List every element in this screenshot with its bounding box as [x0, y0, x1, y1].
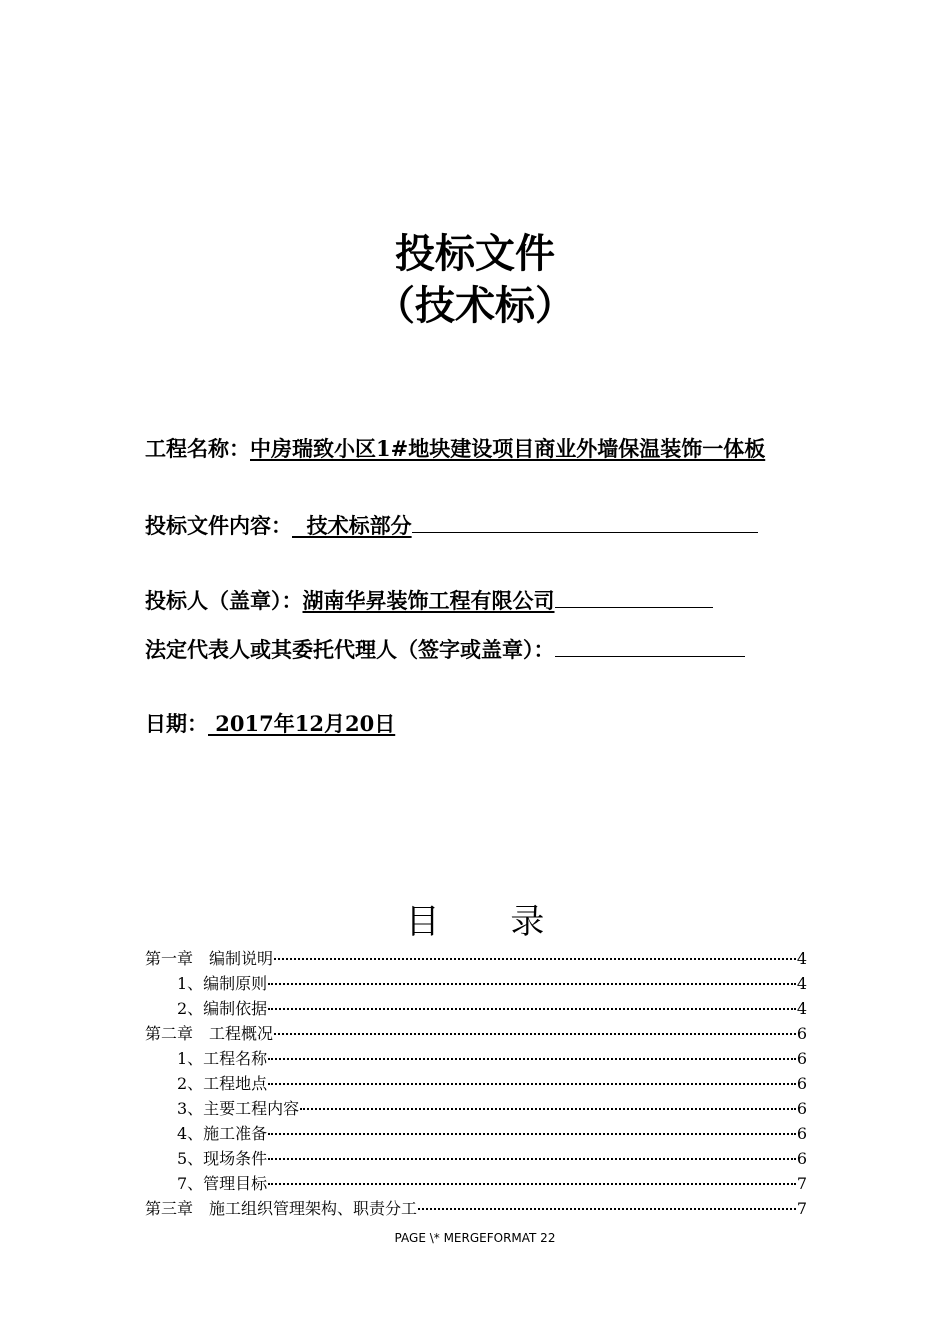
toc-chapter-entry[interactable]: [145, 946, 807, 971]
toc-section-entry[interactable]: [145, 1146, 807, 1171]
toc-entry-text: 2、工程地点: [177, 1074, 268, 1093]
toc-entry-text: 7、管理目标: [177, 1174, 268, 1193]
toc-dot-leader: [274, 958, 796, 960]
toc-dot-leader: [268, 1083, 796, 1085]
toc-page-number: 4: [796, 974, 807, 993]
toc-page-number: 7: [796, 1174, 807, 1193]
toc-entry-text: 第一章 编制说明: [145, 949, 274, 968]
document-title: 投标文件: [395, 230, 555, 277]
toc-dot-leader: [268, 1008, 796, 1010]
representative-field: [145, 634, 745, 665]
toc-section-entry[interactable]: [145, 1171, 807, 1196]
toc-page-number: 6: [796, 1124, 807, 1143]
bid-content-value: 技术标部分: [292, 513, 412, 538]
bid-content-field: [145, 510, 758, 541]
toc-entry-text: 4、施工准备: [177, 1124, 268, 1143]
toc-entry-text: 1、编制原则: [177, 974, 268, 993]
toc-section-entry[interactable]: [145, 971, 807, 996]
toc-page-number: 6: [796, 1074, 807, 1093]
toc-chapter-entry[interactable]: [145, 1196, 807, 1221]
toc-entry-text: 3、主要工程内容: [177, 1099, 300, 1118]
toc-entry-text: 5、现场条件: [177, 1149, 268, 1168]
project-name-value: 中房瑞致小区1#地块建设项目商业外墙保温装饰一体板: [250, 436, 766, 461]
toc-section-entry[interactable]: [145, 996, 807, 1021]
toc-page-number: 6: [796, 1049, 807, 1068]
bid-content-blank-line: [412, 510, 758, 533]
toc-dot-leader: [268, 1158, 796, 1160]
toc-entry-text: 第二章 工程概况: [145, 1024, 274, 1043]
date-value: 2017年12月20日: [208, 711, 396, 736]
table-of-contents: [145, 946, 807, 1221]
toc-entry-text: 1、工程名称: [177, 1049, 268, 1068]
toc-section-entry[interactable]: [145, 1046, 807, 1071]
toc-page-number: 7: [796, 1199, 807, 1218]
bidder-value: 湖南华昇装饰工程有限公司: [302, 588, 555, 613]
toc-dot-leader: [268, 1133, 796, 1135]
bid-content-label: 投标文件内容：: [145, 513, 292, 538]
toc-dot-leader: [268, 1058, 796, 1060]
toc-section-entry[interactable]: [145, 1096, 807, 1121]
date-label: 日期：: [145, 711, 208, 736]
bidder-field: [145, 585, 713, 616]
project-name-field: [145, 434, 765, 464]
toc-section-entry[interactable]: [145, 1071, 807, 1096]
toc-page-number: 6: [796, 1099, 807, 1118]
date-field: [145, 709, 395, 739]
toc-title: 目 录: [405, 902, 575, 942]
project-name-label: 工程名称：: [145, 436, 250, 461]
toc-entry-text: 第三章 施工组织管理架构、职责分工: [145, 1199, 418, 1218]
signature-blank-line: [555, 634, 745, 657]
toc-chapter-entry[interactable]: [145, 1021, 807, 1046]
document-subtitle: （技术标）: [375, 282, 575, 329]
bidder-blank-line: [555, 585, 713, 608]
toc-dot-leader: [274, 1033, 796, 1035]
toc-page-number: 6: [796, 1024, 807, 1043]
page-footer: PAGE \* MERGEFORMAT 22: [394, 1231, 556, 1245]
toc-dot-leader: [300, 1108, 796, 1110]
toc-dot-leader: [268, 1183, 796, 1185]
toc-section-entry[interactable]: [145, 1121, 807, 1146]
toc-page-number: 4: [796, 949, 807, 968]
bidder-label: 投标人（盖章）：: [145, 588, 303, 613]
toc-entry-text: 2、编制依据: [177, 999, 268, 1018]
toc-page-number: 6: [796, 1149, 807, 1168]
representative-label: 法定代表人或其委托代理人（签字或盖章）：: [145, 637, 555, 662]
toc-dot-leader: [418, 1208, 796, 1210]
toc-page-number: 4: [796, 999, 807, 1018]
toc-dot-leader: [268, 983, 796, 985]
